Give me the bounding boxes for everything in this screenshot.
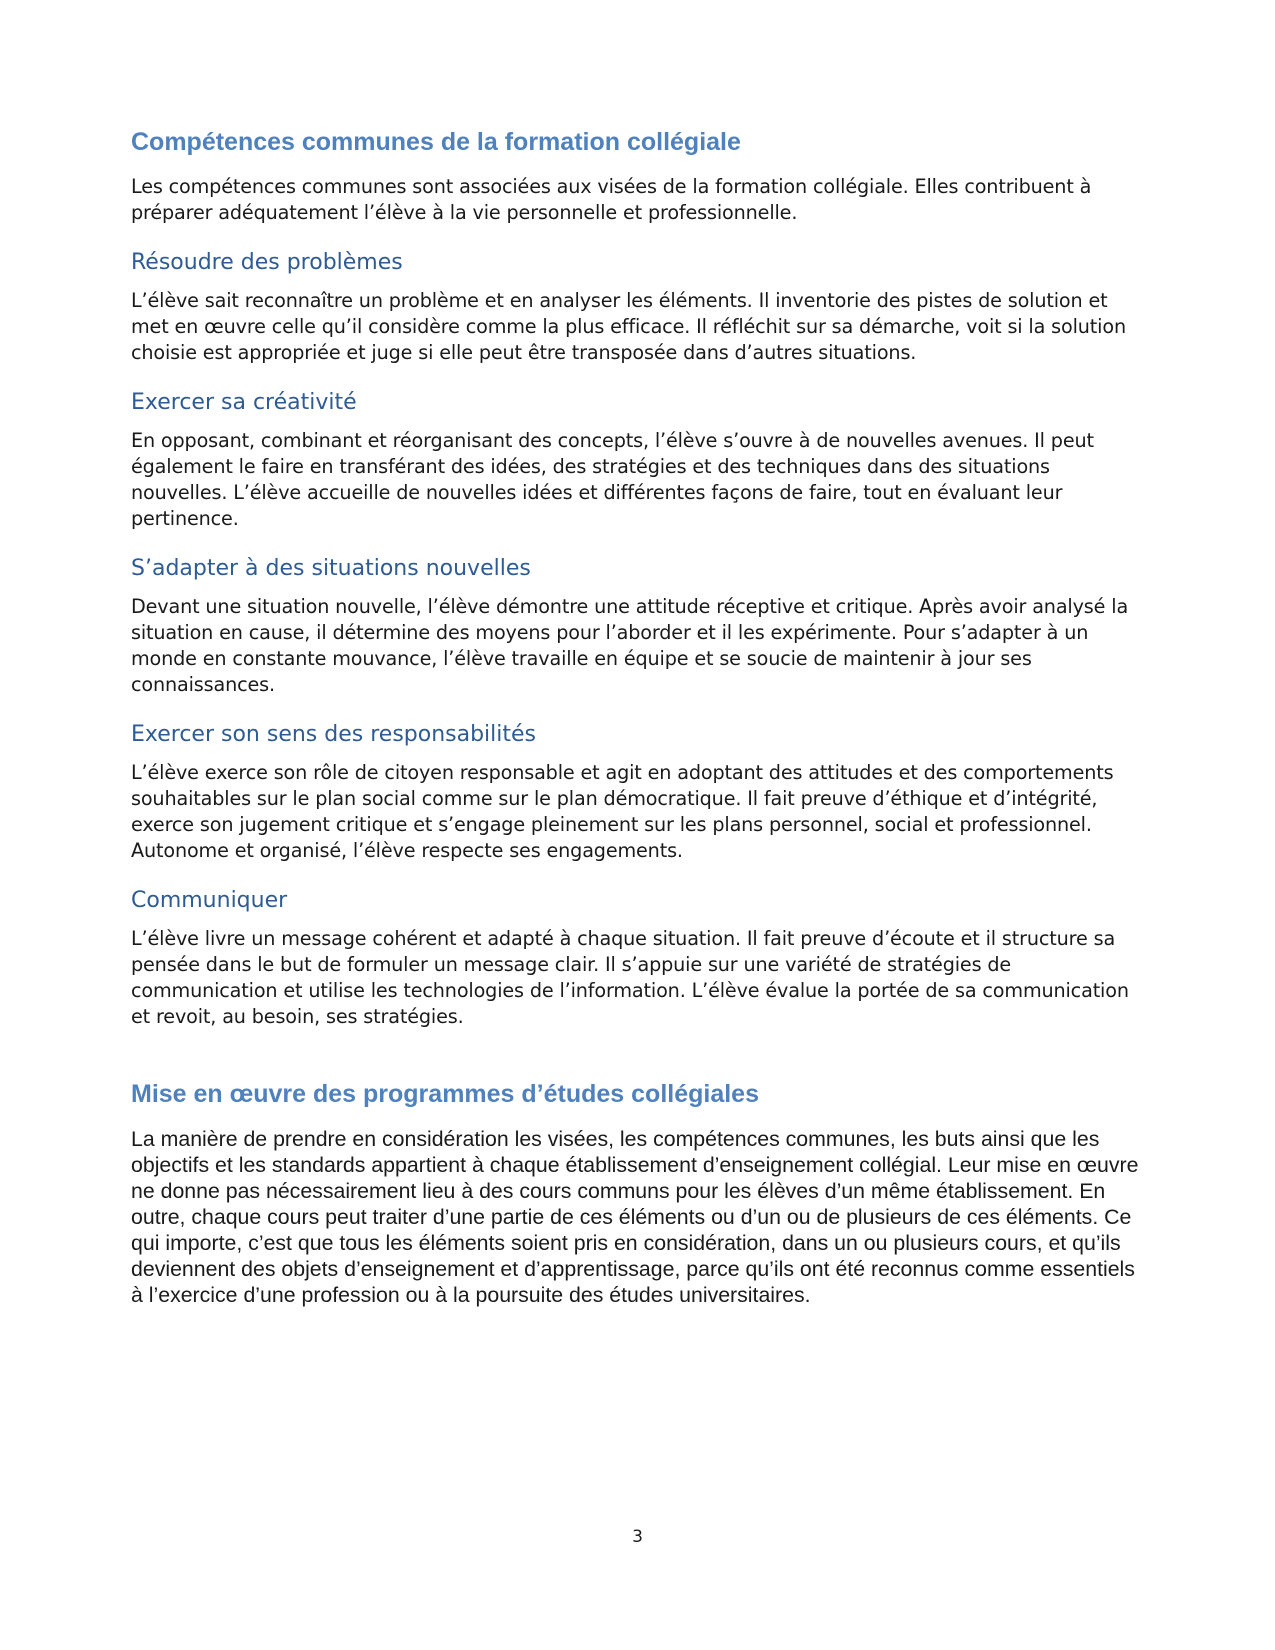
intro-paragraph: Les compétences communes sont associées aux visées de la formation collégiale. Elles contribuent à préparer adéquatement l’élève à la vie personnelle et professionnelle. [131, 175, 1092, 224]
subsection-heading: Exercer son sens des responsabilités [131, 722, 537, 747]
subsection-adapter [131, 554, 1151, 698]
subsection-resoudre [131, 248, 1151, 366]
subsection-paragraph: L’élève exerce son rôle de citoyen responsable et agit en adoptant des attitudes et des comportements souhaitables sur le plan social comme sur le plan démocratique. Il fait preuve d’éthique et d’intégrité, exerce son jugement critique et s’engage pleinement sur les plans personnel, social et professionnel. Autonome et organisé, l’élève respecte ses engagements. [131, 761, 1114, 862]
subsection-creativite [131, 388, 1151, 532]
subsection-paragraph: L’élève sait reconnaître un problème et en analyser les éléments. Il inventorie des pistes de solution et met en œuvre celle qu’il considère comme la plus efficace. Il réfléchit sur sa démarche, voit si la solution choisie est appropriée et juge si elle peut être transposée dans d’autres situations. [131, 289, 1126, 364]
subsection-paragraph: En opposant, combinant et réorganisant des concepts, l’élève s’ouvre à de nouvelles avenues. Il peut également le faire en transférant des idées, des stratégies et des techniques dans des situations nouvelles. L’élève accueille de nouvelles idées et différentes façons de faire, tout en évaluant leur pertinence. [131, 429, 1094, 530]
subsection-paragraph: L’élève livre un message cohérent et adapté à chaque situation. Il fait preuve d’écoute et il structure sa pensée dans le but de formuler un message clair. Il s’appuie sur une variété de stratégies de communication et utilise les technologies de l’information. L’élève évalue la portée de sa communication et revoit, au besoin, ses stratégies. [131, 927, 1129, 1028]
document-page [131, 126, 1151, 1308]
subsection-communiquer [131, 886, 1151, 1030]
section-title: Mise en œuvre des programmes d’études collégiales [131, 1080, 759, 1108]
section-mise-en-oeuvre [131, 1078, 1151, 1308]
section-competences-communes [131, 126, 1151, 1030]
page-number: 3 [632, 1527, 643, 1547]
subsection-responsabilites [131, 720, 1151, 864]
subsection-paragraph: Devant une situation nouvelle, l’élève démontre une attitude réceptive et critique. Après avoir analysé la situation en cause, il détermine des moyens pour l’aborder et il les expérimente. Pour s’adapter à un monde en constante mouvance, l’élève travaille en équipe et se soucie de maintenir à jour ses connaissances. [131, 595, 1129, 696]
subsection-heading: S’adapter à des situations nouvelles [131, 556, 531, 581]
subsection-heading: Résoudre des problèmes [131, 250, 403, 275]
subsection-heading: Exercer sa créativité [131, 390, 357, 415]
section-title: Compétences communes de la formation collégiale [131, 128, 741, 156]
section-paragraph: La manière de prendre en considération les visées, les compétences communes, les buts ainsi que les objectifs et les standards appartient à chaque établissement d’enseignement collégial. Leur mise en œuvre ne donne pas nécessairement lieu à des cours communs pour les élèves d’un même établissement. En outre, chaque cours peut traiter d’une partie de ces éléments ou d’un ou de plusieurs de ces éléments. Ce qui importe, c’est que tous les éléments soient pris en considération, dans un ou plusieurs cours, et qu’ils deviennent des objets d’enseignement et d’apprentissage, parce qu’ils ont été reconnus comme essentiels à l’exercice d’une profession ou à la poursuite des études universitaires. [131, 1127, 1139, 1307]
subsection-heading: Communiquer [131, 888, 288, 913]
